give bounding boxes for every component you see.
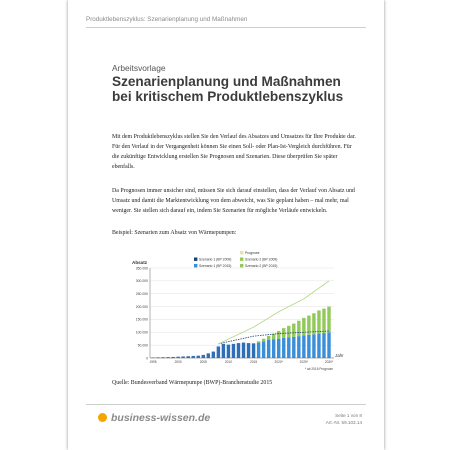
footer-divider	[86, 404, 366, 405]
prognose-footnote: * ab 2016 Prognose	[304, 367, 333, 371]
legend-swatch	[240, 251, 243, 254]
legend-swatch	[240, 258, 243, 261]
bar-szenario-1-bp-2015	[267, 340, 270, 358]
x-tick-label: 2025*	[299, 360, 309, 364]
legend-label: Szenario 1 (BP 2015)	[199, 264, 232, 268]
bar-szenario-1-bp-2015	[192, 356, 195, 358]
y-tick-label: 0	[146, 356, 148, 361]
x-tick-label: 2005	[199, 360, 207, 364]
legend-label: Szenario 1 (BP 2009)	[199, 257, 232, 262]
x-axis-label: Jahr	[335, 353, 344, 358]
chart-caption: Beispiel: Szenarien zum Absatz von Wärmepumpen:	[112, 230, 237, 236]
bar-szenario-1-bp-2015	[282, 338, 285, 358]
bar-szenario-2-bp-2015	[287, 326, 290, 338]
y-tick-label: 350.000	[135, 266, 148, 271]
y-axis-label: Absatz	[132, 260, 148, 265]
bar-szenario-2-bp-2015	[277, 331, 280, 339]
running-header: Produktlebenszyklus: Szenarienplanung und Maßnahmen	[86, 16, 248, 23]
bar-szenario-2-bp-2015	[272, 334, 275, 340]
bar-szenario-2-bp-2015	[327, 307, 330, 333]
document-subtitle: Arbeitsvorlage	[112, 63, 166, 73]
y-tick-label: 100.000	[135, 330, 148, 335]
bar-szenario-1-bp-2015	[317, 334, 320, 358]
x-tick-label: 2020*	[274, 360, 283, 364]
page-number: Seite 1 von 8	[335, 413, 362, 418]
x-tick-label: 2030*	[324, 360, 334, 364]
bar-szenario-1-bp-2015	[217, 346, 220, 358]
header-divider	[86, 27, 366, 28]
bar-szenario-2-bp-2015	[312, 313, 315, 334]
bar-szenario-1-bp-2015	[322, 333, 325, 358]
bar-szenario-1-bp-2015	[212, 352, 215, 358]
bar-szenario-1-bp-2015	[327, 332, 330, 358]
y-tick-label: 300.000	[135, 279, 148, 284]
y-tick-label: 50.000	[137, 343, 148, 348]
document-page	[68, 0, 384, 450]
bar-szenario-1-bp-2015	[222, 344, 225, 358]
bar-szenario-1-bp-2015	[186, 356, 189, 358]
source-note: Quelle: Bundesverband Wärmepumpe (BWP)-Branchenstudie 2015	[112, 380, 273, 386]
bar-szenario-1-bp-2015	[312, 334, 315, 358]
article-number: Art.-Nr. 59.103.14	[325, 420, 362, 425]
bar-szenario-1-bp-2015	[272, 339, 275, 358]
bar-szenario-1-bp-2015	[227, 345, 230, 358]
legend-label: Szenario 2 (BP 2015)	[245, 264, 278, 268]
legend-swatch	[240, 264, 243, 267]
bar-szenario-1-bp-2015	[247, 343, 250, 358]
bar-szenario-2-bp-2015	[257, 341, 260, 342]
bar-szenario-1-bp-2015	[297, 336, 300, 358]
legend-label: Szenario 2 (BP 2009)	[245, 257, 278, 262]
x-tick-label: 2000	[174, 360, 182, 364]
bar-szenario-2-bp-2015	[262, 339, 265, 342]
legend-swatch	[194, 264, 197, 267]
logo-dot-icon	[98, 413, 107, 422]
body-paragraph-2: Da Prognosen immer unsicher sind, müssen Sie sich darauf einstellen, dass der Verlauf von Absatz und Umsatz und damit die Marktentwicklung von dem abweicht, was Sie geplant haben – mal mehr, mal weniger. Sie stellen sich darauf ein, indem Sie Szenarien für mögliche Verläufe entwickeln.	[112, 188, 355, 214]
y-tick-label: 150.000	[135, 317, 148, 322]
legend-label: Prognose	[245, 251, 260, 255]
document-title: Szenarienplanung und Maßnahmen bei kritischem Produktlebenszyklus	[112, 74, 344, 105]
bar-szenario-1-bp-2015	[292, 337, 295, 358]
x-tick-label: 2015	[250, 360, 258, 364]
x-tick-label: 2010	[224, 360, 232, 364]
bar-szenario-2-bp-2015	[292, 324, 295, 337]
bar-szenario-1-bp-2015	[277, 339, 280, 358]
bar-szenario-1-bp-2015	[232, 344, 235, 358]
x-tick-label: 1995	[149, 360, 157, 364]
bar-szenario-1-bp-2015	[252, 343, 255, 358]
page-info	[326, 412, 362, 426]
bar-szenario-2-bp-2015	[317, 310, 320, 333]
bar-szenario-1-bp-2015	[242, 343, 245, 358]
bar-szenario-2-bp-2015	[297, 321, 300, 336]
bar-szenario-1-bp-2015	[207, 353, 210, 358]
bar-szenario-2-bp-2015	[302, 318, 305, 335]
logo-text: business-wissen.de	[111, 412, 211, 424]
bar-szenario-1-bp-2015	[257, 343, 260, 358]
bar-szenario-1-bp-2015	[307, 335, 310, 358]
body-paragraph-1: Mit dem Produktlebenszyklus stellen Sie den Verlauf des Absatzes und Umsatzes für Ihre Produkte dar. Für den Verlauf in der Vergangenheit können Sie einen Soll- oder Plan-Ist-Vergleich durchführen. Für die zukünftige Entwicklung erstellen Sie Prognosen und Szenarien. Diese überprüfen Sie später ebenfalls.	[112, 134, 356, 170]
bar-szenario-1-bp-2015	[237, 343, 240, 358]
bar-szenario-1-bp-2015	[202, 355, 205, 358]
y-tick-label: 250.000	[135, 292, 148, 297]
business-wissen-logo[interactable]	[98, 412, 210, 424]
bar-szenario-1-bp-2015	[197, 356, 200, 358]
y-tick-label: 200.000	[135, 304, 148, 309]
bar-szenario-2-bp-2015	[322, 309, 325, 333]
bar-szenario-1-bp-2015	[302, 335, 305, 358]
bar-szenario-2-bp-2015	[267, 336, 270, 340]
heat-pump-sales-chart	[112, 248, 342, 374]
bar-szenario-1-bp-2015	[262, 341, 265, 358]
legend-swatch	[194, 258, 197, 261]
bar-szenario-1-bp-2015	[287, 337, 290, 358]
